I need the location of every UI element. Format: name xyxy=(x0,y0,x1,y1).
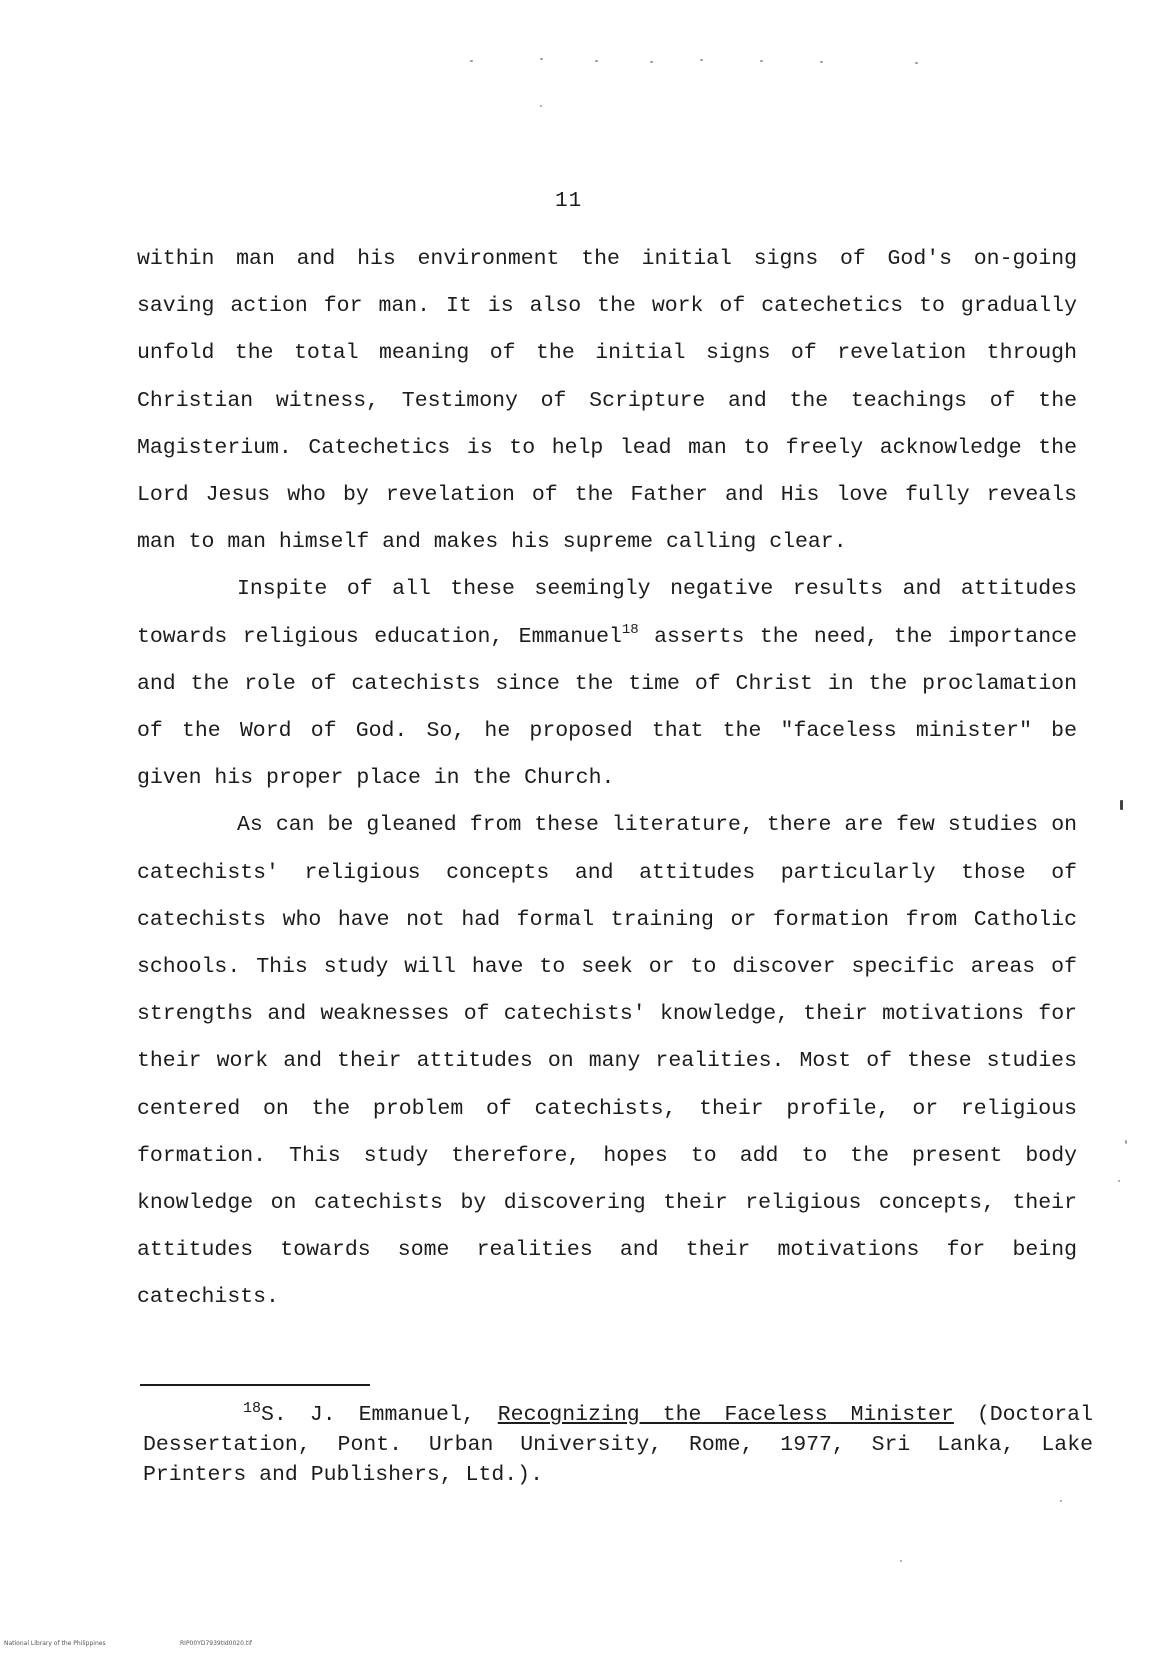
footnote-divider xyxy=(140,1384,370,1386)
scan-speck xyxy=(915,62,918,64)
scan-speck xyxy=(540,58,543,60)
scan-speck xyxy=(470,60,473,62)
scan-speck xyxy=(1120,800,1123,810)
body-text xyxy=(137,236,1077,1322)
footnote-reference: 18 xyxy=(621,621,639,638)
scan-speck xyxy=(595,60,598,62)
scan-speck xyxy=(820,61,823,63)
scan-speck xyxy=(760,60,763,62)
footnote-details: (Doctoral Dessertation, Pont. Urban University, Rome, 1977, Sri Lanka, Lake Printers and Publishers, Ltd.). xyxy=(143,1403,1093,1487)
paragraph-1: within man and his environment the initial signs of God's on-going saving action for man. It is also the work of catechetics to gradually unfold the total meaning of the initial signs of revelation through Christian witness, Testimony of Scripture and the teachings of the Magisterium. Catechetics is to help lead man to freely acknowledge the Lord Jesus who by revelation of the Father and His love fully reveals man to man himself and makes his supreme calling clear. xyxy=(137,247,1077,555)
scan-file-label: RIP00YD7939tId0020.tif xyxy=(180,1640,252,1647)
paragraph-3: As can be gleaned from these literature, there are few studies on catechists' religious concepts and attitudes particularly those of catechists who have not had formal training or formation from Catholic schools. This study will have to seek or to discover specific areas of strengths and weaknesses of catechists' knowledge, their motivations for their work and their attitudes on many realities. Most of these studies centered on the problem of catechists, their profile, or religious formation. This study therefore, hopes to add to the present body knowledge on catechists by discovering their religious concepts, their attitudes towards some realities and their motivations for being catechists. xyxy=(137,813,1077,1310)
scan-speck xyxy=(1118,1180,1120,1182)
scan-speck xyxy=(650,61,653,63)
scan-speck xyxy=(1060,1500,1062,1502)
footnote-author: S. J. Emmanuel, xyxy=(261,1403,498,1427)
scan-library-label: National Library of the Philippines xyxy=(4,1640,106,1647)
scan-speck xyxy=(900,1560,902,1562)
paragraph-2 xyxy=(137,566,1077,802)
page-number: 11 xyxy=(555,190,583,213)
paragraph-2-text-before: Inspite of all these seemingly negative results and attitudes towards religious education, Emmanuel xyxy=(137,577,1077,649)
footnote-title: Recognizing the Faceless Minister xyxy=(497,1403,954,1427)
scan-speck xyxy=(1125,1140,1127,1144)
scan-speck xyxy=(700,59,703,61)
footnote-number: 18 xyxy=(243,1400,262,1417)
footnote xyxy=(143,1400,1093,1490)
paragraph-2-text-after: asserts the need, the importance and the role of catechists since the time of Christ in the proclamation of the Word of God. So, he proposed that the "faceless minister" be given his proper place in the Church. xyxy=(137,624,1077,791)
scan-speck xyxy=(540,105,542,107)
